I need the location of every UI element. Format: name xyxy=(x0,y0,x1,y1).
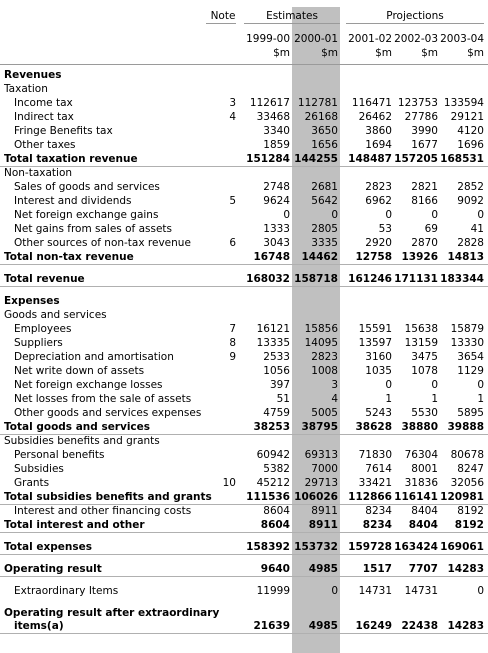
table-row xyxy=(0,350,488,364)
row-label: Extraordinary Items xyxy=(14,585,119,597)
value-cell: 1008 xyxy=(311,365,338,377)
value-cell: 1129 xyxy=(457,365,484,377)
value-cell: 0 xyxy=(331,585,338,597)
value-cell: 2828 xyxy=(457,237,484,249)
value-cell: 15638 xyxy=(404,323,438,335)
value-cell: 0 xyxy=(477,209,484,221)
value-cell: 14731 xyxy=(358,585,392,597)
value-cell: 116471 xyxy=(351,97,392,109)
table-row xyxy=(0,462,488,476)
value-cell: 31836 xyxy=(404,477,438,489)
value-cell: 0 xyxy=(331,209,338,221)
value-cell: 112781 xyxy=(297,97,338,109)
value-cell: 26462 xyxy=(358,111,392,123)
value-cell: 9624 xyxy=(263,195,290,207)
value-cell: 157205 xyxy=(394,153,438,165)
value-cell: 5382 xyxy=(263,463,290,475)
value-cell: 2681 xyxy=(311,181,338,193)
row-label: Other taxes xyxy=(14,139,76,151)
value-cell: 51 xyxy=(276,393,290,405)
value-cell: 2805 xyxy=(311,223,338,235)
estimates-header: Estimates xyxy=(266,10,318,22)
table-row xyxy=(0,476,488,490)
total-row xyxy=(0,250,488,264)
value-cell: 0 xyxy=(477,585,484,597)
value-cell: 148487 xyxy=(348,153,392,165)
value-cell: 1859 xyxy=(263,139,290,151)
value-cell: 144255 xyxy=(294,153,338,165)
row-label: Depreciation and amortisation xyxy=(14,351,174,363)
note-ref: 8 xyxy=(229,337,236,349)
value-cell: 15879 xyxy=(450,323,484,335)
value-cell: 2748 xyxy=(263,181,290,193)
value-cell: 1677 xyxy=(411,139,438,151)
total-row xyxy=(0,619,488,633)
value-cell: 1078 xyxy=(411,365,438,377)
row-divider xyxy=(0,286,488,287)
value-cell: 168032 xyxy=(246,273,290,285)
row-divider xyxy=(0,554,488,555)
row-label: Interest and dividends xyxy=(14,195,132,207)
value-cell: 13926 xyxy=(401,251,438,263)
unit-header: $m xyxy=(321,47,338,59)
value-cell: 8247 xyxy=(457,463,484,475)
row-label: Indirect tax xyxy=(14,111,74,123)
value-cell: 120981 xyxy=(440,491,484,503)
row-label: Total revenue xyxy=(4,273,85,285)
table-row xyxy=(0,96,488,110)
value-cell: 3860 xyxy=(365,125,392,137)
value-cell: 183344 xyxy=(440,273,484,285)
value-cell: 3160 xyxy=(365,351,392,363)
value-cell: 159728 xyxy=(348,541,392,553)
table-row xyxy=(0,448,488,462)
header-rule xyxy=(206,23,236,24)
value-cell: 8166 xyxy=(411,195,438,207)
row-label: Net gains from sales of assets xyxy=(14,223,172,235)
header-rule xyxy=(244,23,340,24)
value-cell: 1694 xyxy=(365,139,392,151)
value-cell: 1656 xyxy=(311,139,338,151)
value-cell: 45212 xyxy=(256,477,290,489)
subsection-heading xyxy=(0,166,488,180)
note-ref: 10 xyxy=(222,477,236,489)
header-divider xyxy=(0,64,488,65)
value-cell: 163424 xyxy=(394,541,438,553)
value-cell: 0 xyxy=(477,379,484,391)
table-row xyxy=(0,378,488,392)
total-row xyxy=(0,562,488,576)
value-cell: 111536 xyxy=(246,491,290,503)
row-divider xyxy=(0,633,488,634)
value-cell: 21639 xyxy=(253,620,290,632)
year-header: 1999-00 xyxy=(246,33,290,45)
note-ref: 4 xyxy=(229,111,236,123)
value-cell: 8404 xyxy=(408,519,438,531)
row-label: items(a) xyxy=(14,620,64,632)
value-cell: 4120 xyxy=(457,125,484,137)
table-row xyxy=(0,504,488,518)
row-label: Total expenses xyxy=(4,541,92,553)
value-cell: 29713 xyxy=(304,477,338,489)
value-cell: 8192 xyxy=(454,519,484,531)
row-label: Other goods and services expenses xyxy=(14,407,202,419)
value-cell: 14095 xyxy=(304,337,338,349)
table-row xyxy=(0,110,488,124)
value-cell: 11999 xyxy=(256,585,290,597)
value-cell: 8404 xyxy=(411,505,438,517)
table-row xyxy=(0,364,488,378)
total-row xyxy=(0,272,488,286)
value-cell: 5895 xyxy=(457,407,484,419)
value-cell: 26168 xyxy=(304,111,338,123)
row-label: Sales of goods and services xyxy=(14,181,160,193)
row-divider xyxy=(0,532,488,533)
value-cell: 13159 xyxy=(404,337,438,349)
row-label: Operating result after extraordinary xyxy=(4,607,220,619)
value-cell: 3475 xyxy=(411,351,438,363)
value-cell: 69 xyxy=(424,223,438,235)
value-cell: 169061 xyxy=(440,541,484,553)
value-cell: 158718 xyxy=(294,273,338,285)
value-cell: 33421 xyxy=(358,477,392,489)
value-cell: 0 xyxy=(431,209,438,221)
note-ref: 5 xyxy=(229,195,236,207)
value-cell: 3650 xyxy=(311,125,338,137)
value-cell: 14813 xyxy=(447,251,484,263)
row-label: Grants xyxy=(14,477,50,489)
value-cell: 3043 xyxy=(263,237,290,249)
table-row xyxy=(0,138,488,152)
value-cell: 80678 xyxy=(450,449,484,461)
row-label: Non-taxation xyxy=(4,167,73,179)
table-row xyxy=(0,236,488,250)
unit-header: $m xyxy=(273,47,290,59)
subsection-heading xyxy=(0,82,488,96)
table-row xyxy=(0,584,488,598)
table-row xyxy=(0,392,488,406)
value-cell: 38795 xyxy=(301,421,338,433)
row-label: Total non-tax revenue xyxy=(4,251,134,263)
total-row xyxy=(0,540,488,554)
year-header: 2003-04 xyxy=(440,33,484,45)
row-label: Expenses xyxy=(4,295,60,307)
value-cell: 32056 xyxy=(450,477,484,489)
table-row xyxy=(0,406,488,420)
table-row xyxy=(0,208,488,222)
row-label: Revenues xyxy=(4,69,62,81)
note-ref: 9 xyxy=(229,351,236,363)
note-ref: 6 xyxy=(229,237,236,249)
year-header: 2002-03 xyxy=(394,33,438,45)
row-label: Total taxation revenue xyxy=(4,153,138,165)
table-row xyxy=(0,194,488,208)
total-row xyxy=(0,152,488,166)
value-cell: 123753 xyxy=(397,97,438,109)
value-cell: 16249 xyxy=(355,620,392,632)
table-row xyxy=(0,124,488,138)
value-cell: 3340 xyxy=(263,125,290,137)
value-cell: 7000 xyxy=(311,463,338,475)
row-label: Income tax xyxy=(14,97,73,109)
value-cell: 27786 xyxy=(404,111,438,123)
value-cell: 53 xyxy=(378,223,392,235)
row-divider xyxy=(0,576,488,577)
value-cell: 14283 xyxy=(447,620,484,632)
unit-header: $m xyxy=(467,47,484,59)
value-cell: 13335 xyxy=(256,337,290,349)
value-cell: 4985 xyxy=(308,620,338,632)
total-row xyxy=(0,518,488,532)
row-label: Operating result xyxy=(4,563,102,575)
value-cell: 38253 xyxy=(253,421,290,433)
value-cell: 116141 xyxy=(394,491,438,503)
value-cell: 6962 xyxy=(365,195,392,207)
value-cell: 8234 xyxy=(362,519,392,531)
row-label: Net foreign exchange losses xyxy=(14,379,163,391)
row-label: Total subsidies benefits and grants xyxy=(4,491,212,503)
value-cell: 3335 xyxy=(311,237,338,249)
value-cell: 15856 xyxy=(304,323,338,335)
value-cell: 5243 xyxy=(365,407,392,419)
value-cell: 171131 xyxy=(394,273,438,285)
row-label: Net losses from the sale of assets xyxy=(14,393,192,405)
year-header: 2000-01 xyxy=(294,33,338,45)
value-cell: 0 xyxy=(385,209,392,221)
value-cell: 14283 xyxy=(447,563,484,575)
value-cell: 69313 xyxy=(304,449,338,461)
year-header: 2001-02 xyxy=(348,33,392,45)
value-cell: 7614 xyxy=(365,463,392,475)
value-cell: 1333 xyxy=(263,223,290,235)
unit-header: $m xyxy=(375,47,392,59)
table-row xyxy=(0,336,488,350)
value-cell: 4 xyxy=(331,393,338,405)
subsection-heading xyxy=(0,308,488,322)
row-label: Subsidies benefits and grants xyxy=(4,435,160,447)
note-ref: 7 xyxy=(229,323,236,335)
value-cell: 76304 xyxy=(404,449,438,461)
value-cell: 8911 xyxy=(311,505,338,517)
section-heading xyxy=(0,68,488,82)
value-cell: 106026 xyxy=(294,491,338,503)
total-row xyxy=(0,606,488,620)
value-cell: 38628 xyxy=(355,421,392,433)
row-label: Interest and other financing costs xyxy=(14,505,192,517)
row-label: Goods and services xyxy=(4,309,107,321)
table-row xyxy=(0,222,488,236)
value-cell: 15591 xyxy=(358,323,392,335)
value-cell: 2533 xyxy=(263,351,290,363)
value-cell: 33468 xyxy=(256,111,290,123)
value-cell: 14731 xyxy=(404,585,438,597)
value-cell: 3654 xyxy=(457,351,484,363)
row-label: Subsidies xyxy=(14,463,64,475)
value-cell: 168531 xyxy=(440,153,484,165)
unit-header: $m xyxy=(421,47,438,59)
value-cell: 16748 xyxy=(253,251,290,263)
value-cell: 4985 xyxy=(308,563,338,575)
value-cell: 0 xyxy=(431,379,438,391)
row-label: Net write down of assets xyxy=(14,365,145,377)
value-cell: 16121 xyxy=(256,323,290,335)
value-cell: 5642 xyxy=(311,195,338,207)
value-cell: 4759 xyxy=(263,407,290,419)
subsection-heading xyxy=(0,434,488,448)
table-row xyxy=(0,180,488,194)
value-cell: 60942 xyxy=(256,449,290,461)
value-cell: 153732 xyxy=(294,541,338,553)
value-cell: 1056 xyxy=(263,365,290,377)
row-label: Total goods and services xyxy=(4,421,151,433)
value-cell: 7707 xyxy=(408,563,438,575)
value-cell: 8911 xyxy=(308,519,338,531)
note-header: Note xyxy=(210,10,236,22)
value-cell: 9640 xyxy=(260,563,290,575)
value-cell: 5005 xyxy=(311,407,338,419)
value-cell: 3 xyxy=(331,379,338,391)
value-cell: 9092 xyxy=(457,195,484,207)
total-row xyxy=(0,490,488,504)
value-cell: 133594 xyxy=(443,97,484,109)
row-label: Suppliers xyxy=(14,337,63,349)
value-cell: 12758 xyxy=(355,251,392,263)
value-cell: 2920 xyxy=(365,237,392,249)
note-ref: 3 xyxy=(229,97,236,109)
value-cell: 3990 xyxy=(411,125,438,137)
value-cell: 39888 xyxy=(447,421,484,433)
value-cell: 0 xyxy=(385,379,392,391)
value-cell: 1035 xyxy=(365,365,392,377)
value-cell: 22438 xyxy=(401,620,438,632)
value-cell: 8604 xyxy=(260,519,290,531)
value-cell: 2821 xyxy=(411,181,438,193)
projections-header: Projections xyxy=(386,10,444,22)
value-cell: 1 xyxy=(477,393,484,405)
section-heading xyxy=(0,294,488,308)
value-cell: 29121 xyxy=(450,111,484,123)
value-cell: 2852 xyxy=(457,181,484,193)
row-label: Total interest and other xyxy=(4,519,145,531)
value-cell: 5530 xyxy=(411,407,438,419)
value-cell: 38880 xyxy=(401,421,438,433)
value-cell: 158392 xyxy=(246,541,290,553)
value-cell: 2823 xyxy=(365,181,392,193)
total-row xyxy=(0,420,488,434)
value-cell: 71830 xyxy=(358,449,392,461)
row-label: Employees xyxy=(14,323,72,335)
value-cell: 2823 xyxy=(311,351,338,363)
value-cell: 13597 xyxy=(358,337,392,349)
value-cell: 397 xyxy=(269,379,290,391)
row-divider xyxy=(0,264,488,265)
value-cell: 8604 xyxy=(263,505,290,517)
row-label: Personal benefits xyxy=(14,449,105,461)
value-cell: 0 xyxy=(283,209,290,221)
row-label: Other sources of non-tax revenue xyxy=(14,237,191,249)
value-cell: 112866 xyxy=(348,491,392,503)
header-rule xyxy=(346,23,484,24)
value-cell: 2870 xyxy=(411,237,438,249)
row-label: Taxation xyxy=(4,83,48,95)
value-cell: 1517 xyxy=(362,563,392,575)
value-cell: 8234 xyxy=(365,505,392,517)
value-cell: 1696 xyxy=(457,139,484,151)
value-cell: 112617 xyxy=(249,97,290,109)
row-label: Net foreign exchange gains xyxy=(14,209,159,221)
value-cell: 161246 xyxy=(348,273,392,285)
value-cell: 8001 xyxy=(411,463,438,475)
value-cell: 13330 xyxy=(450,337,484,349)
value-cell: 151284 xyxy=(246,153,290,165)
row-label: Fringe Benefits tax xyxy=(14,125,113,137)
table-row xyxy=(0,322,488,336)
value-cell: 41 xyxy=(470,223,484,235)
value-cell: 14462 xyxy=(301,251,338,263)
value-cell: 8192 xyxy=(457,505,484,517)
value-cell: 1 xyxy=(431,393,438,405)
table-header xyxy=(0,0,488,66)
value-cell: 1 xyxy=(385,393,392,405)
